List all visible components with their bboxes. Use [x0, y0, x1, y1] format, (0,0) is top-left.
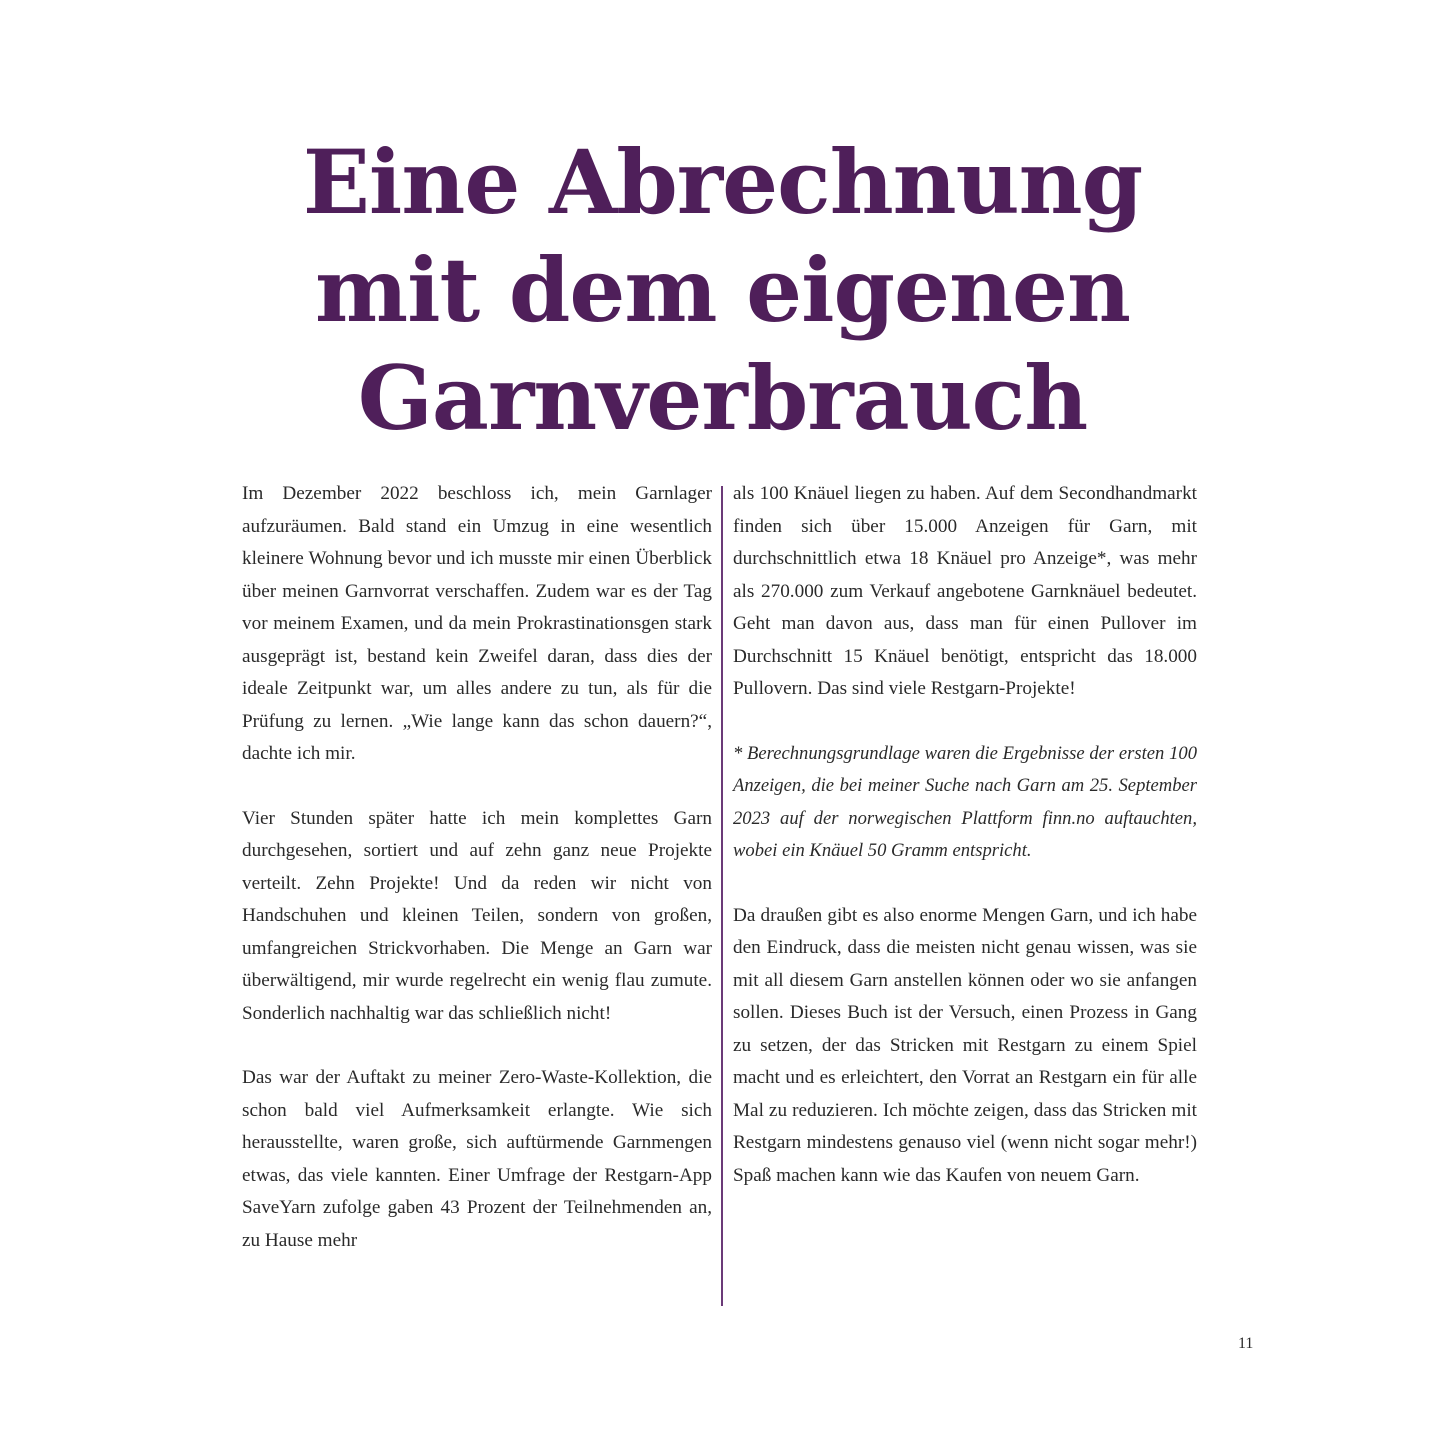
right-paragraph-1: als 100 Knäuel liegen zu haben. Auf dem Secondhandmarkt finden sich über 15.000 Anzeigen für Garn, mit durchschnittlich etwa 18 Knäuel pro Anzeige*, was mehr als 270.000 zum Verkauf angebotene Garnknäuel bedeutet. Geht man davon aus, dass man für einen Pullover im Durchschnitt 15 Knäuel benötigt, entspricht das 18.000 Pullovern. Das sind viele Restgarn-Projekte!: [733, 483, 1197, 699]
column-divider: [721, 486, 723, 1306]
right-paragraph-2: Da draußen gibt es also enorme Mengen Garn, und ich habe den Eindruck, dass die meisten nicht genau wissen, was sie mit all diesem Garn anstellen können oder wo sie anfangen sollen. Dieses Buch ist der Versuch, einen Prozess in Gang zu setzen, der das Stricken mit Restgarn zu einem Spiel macht und es erleichtert, den Vorrat an Restgarn ein für alle Mal zu reduzieren. Ich möchte zeigen, dass das Stricken mit Restgarn mindestens genauso viel (wenn nicht sogar mehr!) Spaß machen kann wie das Kaufen von neuem Garn.: [733, 904, 1197, 1186]
left-column: [242, 478, 712, 1289]
page-number: 11: [1238, 1335, 1254, 1352]
footnote: * Berechnungsgrundlage waren die Ergebnisse der ersten 100 Anzeigen, die bei meiner Suche nach Garn am 25. September 2023 auf der norwegischen Plattform finn.no auftauchten, wobei ein Knäuel 50 Gramm entspricht.: [733, 742, 1197, 861]
title-line-3: Garnverbrauch: [357, 346, 1088, 450]
right-column: [733, 478, 1197, 1224]
left-paragraph-3: Das war der Auftakt zu meiner Zero-Waste-Kollektion, die schon bald viel Aufmerksamkeit erlangte. Wie sich herausstellte, waren große, sich auftürmende Garnmengen etwas, das viele kannten. Einer Umfrage der Restgarn-App SaveYarn zufolge gaben 43 Prozent der Teilnehmenden an, zu Hause mehr: [242, 1067, 712, 1251]
title-line-2: mit dem eigenen: [315, 238, 1130, 342]
page-title: [200, 128, 1245, 452]
left-paragraph-1: Im Dezember 2022 beschloss ich, mein Garnlager aufzuräumen. Bald stand ein Umzug in eine wesentlich kleinere Wohnung bevor und ich musste mir einen Überblick über meinen Garnvorrat verschaffen. Zudem war es der Tag vor meinem Examen, und da mein Prokrastinationsgen stark ausgeprägt ist, bestand kein Zweifel daran, dass dies der ideale Zeitpunkt war, um alles andere zu tun, als für die Prüfung zu lernen. „Wie lange kann das schon dauern?“, dachte ich mir.: [242, 483, 712, 764]
title-line-1: Eine Abrechnung: [302, 130, 1143, 234]
left-paragraph-2: Vier Stunden später hatte ich mein komplettes Garn durchgesehen, sortiert und auf zehn ganz neue Projekte verteilt. Zehn Projekte! Und da reden wir nicht von Handschuhen und kleinen Teilen, sondern von großen, umfangreichen Strickvorhaben. Die Menge an Garn war überwältigend, mir wurde regelrecht ein wenig flau zumute. Sonderlich nachhaltig war das schließlich nicht!: [242, 807, 712, 1024]
